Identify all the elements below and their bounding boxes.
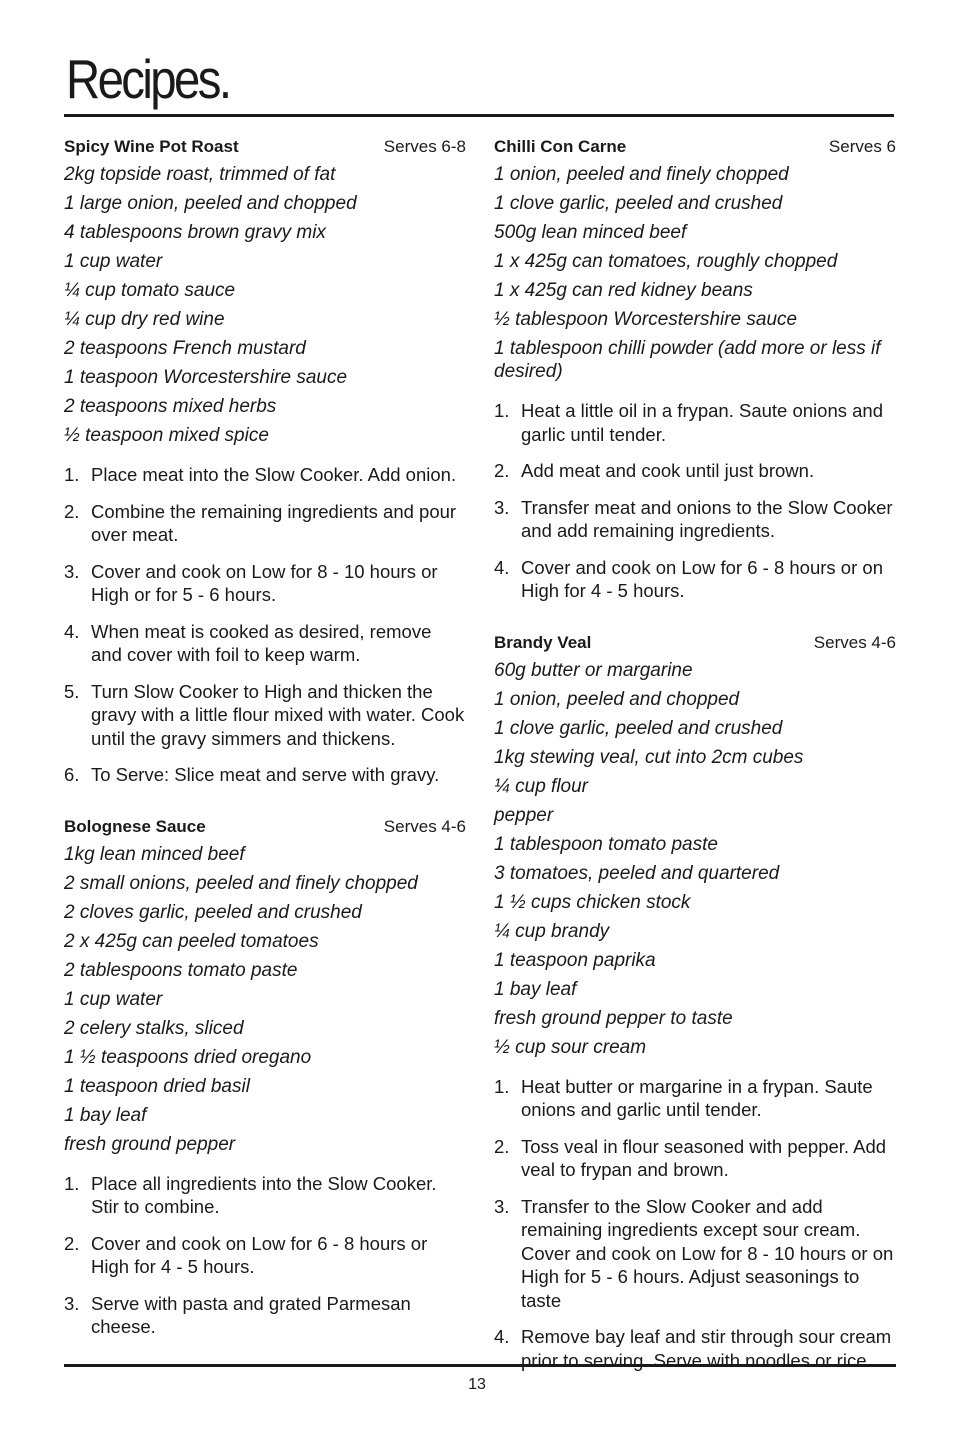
- step-text: Add meat and cook until just brown.: [521, 460, 815, 481]
- ingredient-item: 1 tablespoon tomato paste: [494, 833, 718, 855]
- step-number: 3.: [64, 1292, 80, 1314]
- recipe-brandy-veal: [494, 633, 896, 1373]
- ingredients-list: [494, 163, 896, 383]
- step-number: 1.: [64, 464, 80, 485]
- ingredient-item: 1 onion, peeled and finely chopped: [494, 164, 789, 185]
- step-number: 6.: [64, 764, 80, 785]
- ingredient-item: 1 bay leaf: [494, 978, 577, 1000]
- ingredient-item: 1 large onion, peeled and chopped: [64, 193, 357, 214]
- serves-label: Serves 6: [828, 137, 896, 156]
- step-number: 1.: [494, 400, 510, 421]
- recipe-header: [494, 137, 896, 157]
- ingredient-item: 1 cup water: [64, 251, 163, 272]
- ingredient-item: fresh ground pepper to taste: [494, 1007, 733, 1029]
- ingredient-item: 2kg topside roast, trimmed of fat: [64, 164, 336, 185]
- step-text: To Serve: Slice meat and serve with gravy.: [91, 764, 440, 785]
- method-step: [494, 556, 896, 603]
- ingredient-item: ½ tablespoon Worcestershire sauce: [494, 309, 798, 330]
- method-steps: [494, 399, 896, 603]
- recipe-title: Chilli Con Carne: [494, 137, 627, 156]
- step-text: Cover and cook on Low for 6 - 8 hours or High for 4 - 5 hours.: [91, 1232, 428, 1277]
- ingredient-item: fresh ground pepper: [64, 1133, 236, 1155]
- step-text: Combine the remaining ingredients and pour over meat.: [91, 500, 457, 545]
- ingredient-item: 2 x 425g can peeled tomatoes: [64, 930, 319, 952]
- method-step: [64, 620, 466, 667]
- ingredient-item: 3 tomatoes, peeled and quartered: [494, 862, 780, 884]
- method-step: [494, 399, 896, 446]
- left-column: [64, 137, 466, 1352]
- step-text: Place all ingredients into the Slow Cooker. Stir to combine.: [91, 1172, 437, 1217]
- step-text: Turn Slow Cooker to High and thicken the gravy with a little flour mixed with water. Cook until the gravy simmers and thickens.: [91, 680, 465, 749]
- ingredient-item: 1 ½ teaspoons dried oregano: [64, 1046, 312, 1068]
- step-number: 2.: [64, 500, 80, 522]
- page-number: 13: [468, 1376, 486, 1393]
- ingredient-item: 1 clove garlic, peeled and crushed: [494, 193, 783, 214]
- method-steps: [64, 1172, 466, 1339]
- step-text: Place meat into the Slow Cooker. Add onion.: [91, 464, 457, 485]
- recipe-header: [494, 633, 896, 653]
- bottom-divider: [64, 1364, 896, 1367]
- ingredient-item: 2 small onions, peeled and finely chopped: [64, 872, 418, 894]
- method-steps: [64, 463, 466, 787]
- ingredient-item: 1 teaspoon dried basil: [64, 1075, 250, 1097]
- ingredient-item: 1kg stewing veal, cut into 2cm cubes: [494, 746, 804, 768]
- ingredient-item: 60g butter or margarine: [494, 659, 693, 681]
- ingredient-item: 2 cloves garlic, peeled and crushed: [64, 901, 362, 923]
- step-text: Transfer meat and onions to the Slow Cooker and add remaining ingredients.: [521, 496, 893, 541]
- right-column: [494, 137, 896, 1385]
- step-text: Transfer to the Slow Cooker and add remaining ingredients except sour cream. Cover and cook on Low for 8 - 10 hours or on High for 5 - 6 hours. Adjust seasonings to taste: [521, 1195, 894, 1311]
- ingredients-list: [494, 659, 896, 1059]
- ingredient-item: ¼ cup dry red wine: [64, 309, 225, 330]
- ingredient-item: ¼ cup brandy: [494, 920, 610, 942]
- ingredient-item: 1 bay leaf: [64, 1104, 147, 1126]
- method-step: [64, 560, 466, 607]
- method-step: [64, 463, 466, 487]
- top-divider: [64, 114, 894, 117]
- step-number: 1.: [64, 1172, 80, 1194]
- ingredient-item: 1 cup water: [64, 988, 163, 1010]
- step-number: 4.: [494, 1326, 510, 1347]
- method-step: [64, 1172, 466, 1219]
- method-step: [494, 496, 896, 543]
- recipe-header: [64, 137, 466, 157]
- recipe-title: Bolognese Sauce: [64, 816, 206, 836]
- step-text: Cover and cook on Low for 6 - 8 hours or on High for 4 - 5 hours.: [521, 556, 883, 601]
- ingredient-item: 500g lean minced beef: [494, 222, 687, 243]
- ingredient-item: 4 tablespoons brown gravy mix: [64, 222, 326, 243]
- step-number: 2.: [494, 460, 510, 481]
- ingredient-item: 1 x 425g can tomatoes, roughly chopped: [494, 251, 838, 272]
- method-step: [64, 1292, 466, 1339]
- step-number: 4.: [494, 556, 510, 578]
- step-text: Toss veal in flour seasoned with pepper. Add veal to frypan and brown.: [521, 1135, 887, 1180]
- method-step: [494, 1195, 896, 1313]
- recipe-chilli-con-carne: [494, 137, 896, 603]
- step-number: 3.: [494, 1195, 510, 1217]
- step-number: 1.: [494, 1075, 510, 1097]
- ingredient-item: 2 teaspoons French mustard: [64, 338, 306, 359]
- method-step: [64, 763, 466, 787]
- method-step: [494, 1075, 896, 1122]
- ingredient-item: 1 onion, peeled and chopped: [494, 688, 740, 710]
- ingredient-item: 1 ½ cups chicken stock: [494, 891, 691, 913]
- ingredient-item: 1 teaspoon Worcestershire sauce: [64, 367, 348, 388]
- step-text: Heat butter or margarine in a frypan. Saute onions and garlic until tender.: [521, 1075, 873, 1120]
- ingredient-item: 1kg lean minced beef: [64, 843, 245, 865]
- step-text: Remove bay leaf and stir through sour cream prior to serving. Serve with noodles or rice.: [521, 1326, 892, 1371]
- method-step: [494, 459, 896, 483]
- ingredient-item: ¼ cup tomato sauce: [64, 280, 236, 301]
- recipe-header: [64, 817, 466, 837]
- method-steps: [494, 1075, 896, 1373]
- method-step: [494, 1135, 896, 1182]
- recipe-title: Spicy Wine Pot Roast: [64, 137, 239, 156]
- ingredient-item: ¼ cup flour: [494, 775, 588, 797]
- serves-label: Serves 4-6: [383, 816, 466, 836]
- recipe-spicy-wine-pot-roast: [64, 137, 466, 787]
- ingredients-list: [64, 843, 466, 1156]
- ingredient-item: ½ teaspoon mixed spice: [64, 425, 269, 446]
- ingredient-item: pepper: [494, 804, 554, 826]
- ingredient-item: 1 x 425g can red kidney beans: [494, 280, 753, 301]
- method-step: [64, 680, 466, 751]
- ingredients-list: [64, 163, 466, 447]
- recipe-bolognese-sauce: [64, 817, 466, 1339]
- step-text: Heat a little oil in a frypan. Saute onions and garlic until tender.: [521, 400, 884, 445]
- ingredient-item: 2 teaspoons mixed herbs: [64, 396, 277, 417]
- step-number: 2.: [494, 1135, 510, 1157]
- step-number: 5.: [64, 680, 80, 702]
- ingredient-item: 2 celery stalks, sliced: [64, 1017, 244, 1039]
- method-step: [64, 500, 466, 547]
- ingredient-item: 1 teaspoon paprika: [494, 949, 656, 971]
- page-title: Recipes.: [66, 48, 230, 110]
- serves-label: Serves 4-6: [813, 632, 896, 652]
- recipe-title: Brandy Veal: [494, 632, 592, 652]
- serves-label: Serves 6-8: [383, 137, 466, 156]
- ingredient-item: 1 tablespoon chilli powder (add more or less if desired): [494, 338, 881, 382]
- step-text: Cover and cook on Low for 8 - 10 hours or High or for 5 - 6 hours.: [91, 560, 438, 605]
- step-number: 3.: [64, 560, 80, 582]
- step-number: 2.: [64, 1232, 80, 1254]
- ingredient-item: ½ cup sour cream: [494, 1036, 647, 1058]
- step-text: When meat is cooked as desired, remove and cover with foil to keep warm.: [91, 620, 432, 665]
- ingredient-item: 2 tablespoons tomato paste: [64, 959, 298, 981]
- ingredient-item: 1 clove garlic, peeled and crushed: [494, 717, 783, 739]
- step-number: 4.: [64, 620, 80, 642]
- step-text: Serve with pasta and grated Parmesan cheese.: [91, 1292, 411, 1337]
- method-step: [64, 1232, 466, 1279]
- step-number: 3.: [494, 496, 510, 518]
